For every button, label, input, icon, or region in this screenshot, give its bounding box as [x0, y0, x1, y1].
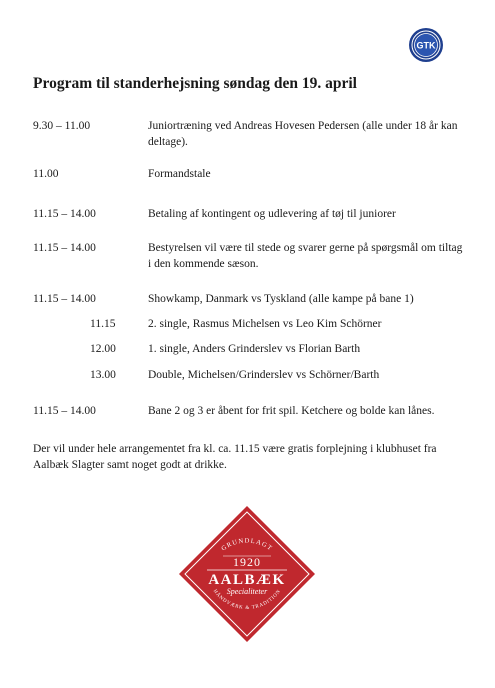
- logo-name: AALBÆK: [208, 572, 286, 588]
- schedule-time: 11.15 – 14.00: [33, 242, 96, 254]
- schedule-description: Bestyrelsen vil være til stede og svarer gerne på spørgsmål om tiltag i den kommende sæson.: [148, 242, 463, 270]
- schedule-description: Bane 2 og 3 er åbent for frit spil. Ketchere og bolde kan lånes.: [148, 405, 435, 417]
- aalbaek-specialiteter-logo: [177, 504, 317, 644]
- schedule-time: 13.00: [90, 369, 116, 381]
- schedule-description: Showkamp, Danmark vs Tyskland (alle kampe på bane 1): [148, 293, 414, 305]
- schedule-time: 11.15: [90, 318, 116, 330]
- schedule-time: 9.30 – 11.00: [33, 120, 91, 132]
- schedule-description: Formandstale: [148, 168, 211, 180]
- schedule-description: 2. single, Rasmus Michelsen vs Leo Kim Schörner: [148, 318, 382, 330]
- schedule-description: 1. single, Anders Grinderslev vs Florian Barth: [148, 343, 361, 355]
- logo-founded-text: GRUNDLAGT: [220, 537, 274, 553]
- schedule-time: 11.15 – 14.00: [33, 293, 96, 305]
- schedule-time: 11.15 – 14.00: [33, 208, 96, 220]
- schedule-description: Betaling af kontingent og udlevering af tøj til juniorer: [148, 208, 396, 220]
- schedule-time: 11.15 – 14.00: [33, 405, 96, 417]
- gtk-logo-text: GTK: [416, 40, 436, 51]
- logo-subtitle: Specialiteter: [226, 587, 268, 596]
- schedule-description: Juniortræning ved Andreas Hovesen Pedersen (alle under 18 år kan deltage).: [148, 120, 458, 148]
- page-title: Program til standerhejsning søndag den 19. april: [33, 75, 357, 92]
- logo-tagline: HÅNDVÆRK & TRADITION: [211, 588, 283, 611]
- logo-year: 1920: [233, 555, 261, 569]
- gtk-club-logo: [408, 27, 444, 63]
- schedule-description: Double, Michelsen/Grinderslev vs Schörner/Barth: [148, 369, 380, 381]
- schedule-time: 12.00: [90, 343, 116, 355]
- catering-note: Der vil under hele arrangementet fra kl. ca. 11.15 være gratis forplejning i klubhuset fra Aalbæk Slagter samt noget godt at drikke.: [33, 443, 437, 471]
- schedule-time: 11.00: [33, 168, 59, 180]
